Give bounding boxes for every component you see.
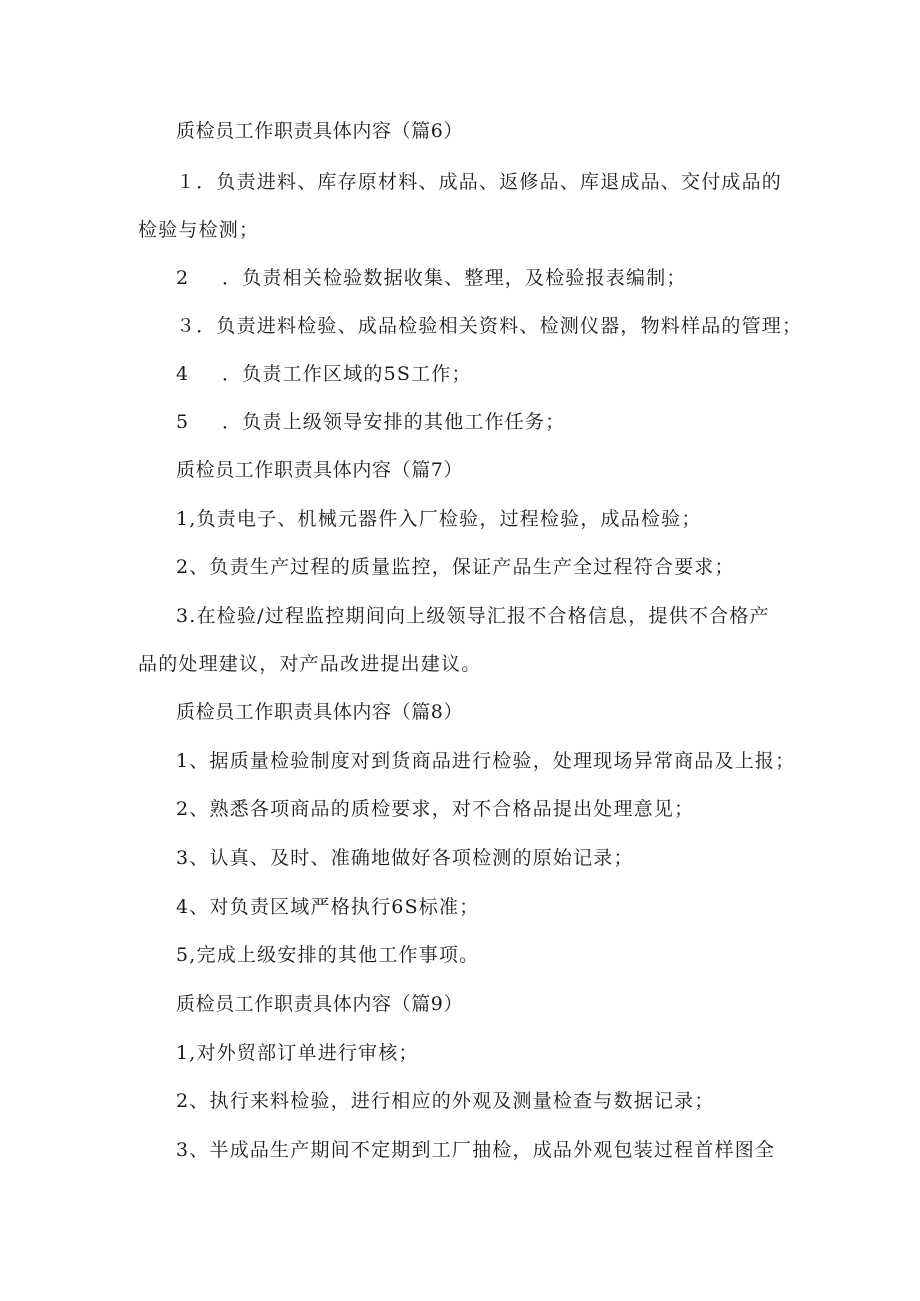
item-number: 4 [176,363,190,385]
list-item [176,362,472,386]
list-item [176,410,565,434]
list-item: 4、对负责区域严格执行6S标准； [176,896,480,918]
list-item: 2、负责生产过程的质量监控，保证产品生产全过程符合要求； [176,556,735,578]
list-item: 2、执行来料检验，进行相应的外观及测量检查与数据记录； [176,1090,715,1112]
section-heading: 质检员工作职责具体内容（篇6） [176,120,464,142]
section-heading: 质检员工作职责具体内容（篇9） [176,993,464,1015]
list-item: 3、半成品生产期间不定期到工厂抽检，成品外观包装过程首样图全 [176,1139,776,1161]
item-text: ．负责工作区域的5S工作； [222,363,472,385]
list-item: 5,完成上级安排的其他工作事项。 [176,944,480,966]
item-number: 5 [176,411,190,433]
list-item: 3.在检验/过程监控期间向上级领导汇报不合格信息，提供不合格产 [176,605,770,627]
item-text: 负责进料检验、成品检验相关资料、检测仪器，物料样品的管理； [216,315,803,337]
list-item [176,170,782,194]
section-heading: 质检员工作职责具体内容（篇8） [176,701,464,723]
item-continuation: 检验与检测； [138,219,260,241]
list-item: 3、认真、及时、准确地做好各项检测的原始记录； [176,847,634,869]
list-item: 1,负责电子、机械元器件入厂检验，过程检验，成品检验； [176,508,702,530]
list-item [176,314,802,338]
list-item: 1、据质量检验制度对到货商品进行检验，处理现场异常商品及上报； [176,750,796,772]
item-text: 负责进料、库存原材料、成品、返修品、库退成品、交付成品的 [216,171,783,193]
item-continuation: 品的处理建议，对产品改进提出建议。 [138,653,482,675]
item-number: ３． [176,315,217,337]
list-item: 2、熟悉各项商品的质检要求，对不合格品提出处理意见； [176,798,695,820]
item-text: ．负责上级领导安排的其他工作任务； [222,411,566,433]
section-heading: 质检员工作职责具体内容（篇7） [176,459,464,481]
item-number: １． [176,171,217,193]
list-item [176,266,687,290]
list-item: 1,对外贸部订单进行审核； [176,1042,419,1064]
item-number: 2 [176,267,190,289]
item-text: ．负责相关检验数据收集、整理，及检验报表编制； [222,267,687,289]
